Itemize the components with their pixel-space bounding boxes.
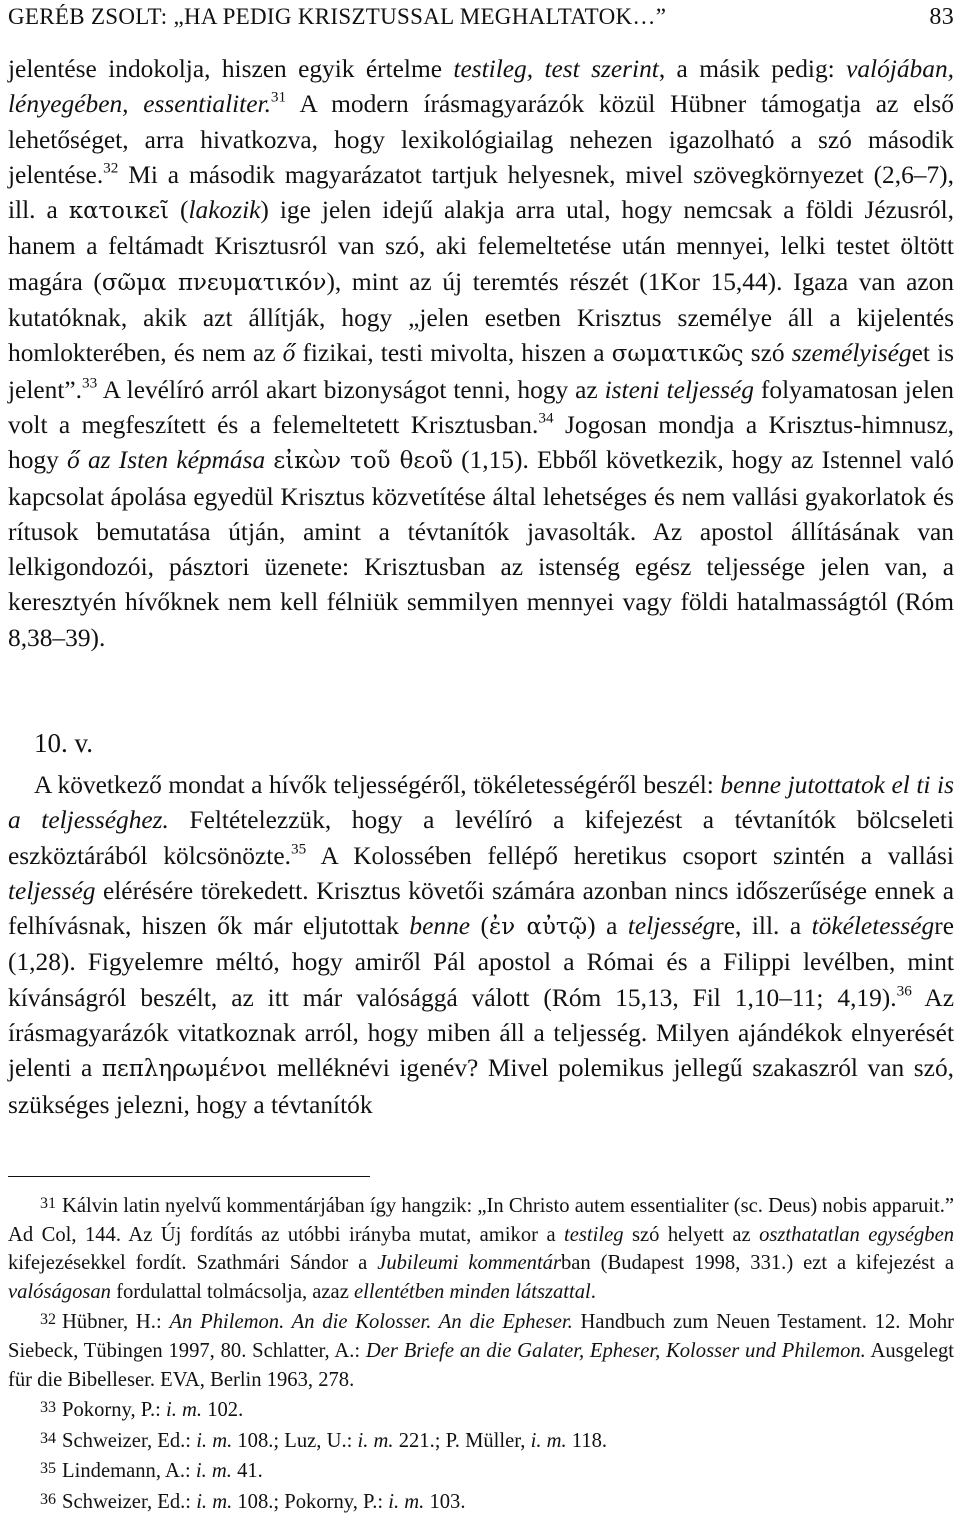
text-run: A következő mondat a hívők teljességéről, tökéletességéről beszél: bbox=[34, 771, 721, 799]
text-run: 118. bbox=[566, 1429, 608, 1452]
text-run: 41. bbox=[231, 1460, 263, 1483]
footnote-number: 34 bbox=[40, 1429, 57, 1447]
text-run: (1,15). Ebből következik, hogy az Istennel való kapcsolat ápolása egyedül Krisztus közvetítése által lehetséges és nem vallási gyakorlatok és rítusok bemutatása útján, amint a tévtanítók javasolták. Az apostol állításának van lelkigondozói, pásztori üzenete: Krisztusban az istenség egész teljessége jelen van, a keresztyén hívőknek nem kell félniük semmilyen mennyei vagy földi hatalmasságtól (Róm 8,38‒39). bbox=[8, 446, 954, 652]
footnote-31 bbox=[8, 1190, 954, 1306]
text-run: A Kolossében fellépő heretikus csoport szintén a vallási bbox=[306, 841, 954, 870]
emphasis: i. m. bbox=[530, 1429, 567, 1452]
text-run: A levélíró arról akart bizonyságot tenni, hogy az bbox=[97, 375, 605, 404]
text-run: Ausgelegt für die Bibelleser. EVA, Berlin 1963, 278. bbox=[8, 1340, 954, 1391]
emphasis: i. m. bbox=[357, 1429, 394, 1452]
footnote-34 bbox=[8, 1425, 954, 1456]
emphasis: ellentétben minden látszattal bbox=[353, 1280, 591, 1303]
footnote-35 bbox=[8, 1455, 954, 1486]
emphasis: i. m. bbox=[196, 1429, 233, 1452]
text-run: ), mint az új teremtés részét (1Kor 15,44). Igaza van azon kutatóknak, akik azt állítják, hogy „jelen esetben Krisztus személye áll a kijelentés homlokterében, és nem az bbox=[8, 267, 954, 368]
text-run: ) a bbox=[587, 912, 628, 941]
footnote-ref-33[interactable]: 33 bbox=[82, 374, 98, 392]
footnotes bbox=[8, 1190, 954, 1517]
footnote-number: 32 bbox=[40, 1311, 57, 1329]
greek-term: σωματικῶς bbox=[611, 341, 744, 368]
text-run: re (1,28). Figyelemre méltó, hogy amiről Pál apostol a Római és a Filippi levélben, mint kívánságról beszélt, az itt már valósággá válott (Róm 15,13, Fil 1,10‒11; 4,19). bbox=[8, 912, 954, 1012]
text-run: 108.; Pokorny, P.: bbox=[232, 1491, 389, 1514]
emphasis: valóságosan bbox=[8, 1280, 111, 1303]
text-run: ) ige jelen idejű alakja arra utal, hogy nemcsak a földi Jézusról, hanem a feltámadt Krisztusról van szó, aki felemeltetése után mennyei, lelki testet öltött magára ( bbox=[8, 196, 954, 296]
greek-term: ἐν αὐτῷ bbox=[488, 914, 588, 941]
text-run: elérésére törekedett. Krisztus követői számára azonban nincs időszerűsége ennek a felhívásnak, hiszen ők már eljutottak bbox=[8, 876, 954, 941]
emphasis: oszthatatlan egységben bbox=[759, 1223, 955, 1246]
page-number: 83 bbox=[929, 4, 954, 30]
text-run: szó bbox=[743, 339, 792, 368]
emphasis: benne jutottatok el ti is a teljességhez. bbox=[8, 771, 954, 835]
emphasis: ő az Isten képmása bbox=[67, 446, 266, 475]
text-run: 103. bbox=[424, 1491, 466, 1514]
emphasis: isteni teljesség bbox=[604, 375, 754, 404]
emphasis: benne bbox=[409, 912, 471, 941]
footnote-ref-31[interactable]: 31 bbox=[270, 88, 287, 106]
footnote-ref-32[interactable]: 32 bbox=[103, 159, 119, 177]
text-run: re, ill. a bbox=[715, 912, 812, 941]
body-text-continuation bbox=[8, 52, 954, 656]
text-run: Az írásmagyarázók vitatkoznak arról, hogy miben áll a teljesség. Milyen ajándékok elnyerését jelenti a bbox=[8, 983, 954, 1083]
text-run: et is jelent”. bbox=[8, 339, 955, 404]
emphasis: Der Briefe an die Galater, Epheser, Kolosser und Philemon. bbox=[365, 1340, 866, 1362]
emphasis: i. m. bbox=[388, 1491, 425, 1514]
paragraph bbox=[8, 52, 954, 656]
text-run: Feltételezzük, hogy a levélíró a kifejezést a tévtanítók bölcseleti eszköztárából kölcsönözte. bbox=[8, 806, 955, 870]
text-run: 221.; P. Müller, bbox=[393, 1429, 531, 1452]
emphasis: ő bbox=[282, 339, 296, 368]
emphasis: i. m. bbox=[196, 1491, 233, 1514]
emphasis: személyiség bbox=[791, 339, 912, 368]
text-run: ( bbox=[470, 912, 489, 941]
greek-term: σῶμα πνευματικόν bbox=[101, 269, 327, 296]
running-head-title: GERÉB ZSOLT: „HA PEDIG KRISZTUSSAL MEGHALTATOK…” bbox=[8, 4, 667, 29]
text-run: 102. bbox=[202, 1399, 244, 1422]
text-run: ( bbox=[169, 196, 189, 225]
emphasis: testileg, test szerint bbox=[453, 55, 659, 83]
text-run: . bbox=[590, 1280, 596, 1303]
text-run: Handbuch zum Neuen Testament. 12. Mohr Siebeck, Tübingen 1997, 80. Schlatter, A.: bbox=[8, 1311, 954, 1362]
text-run: Schweizer, Ed.: bbox=[62, 1491, 197, 1514]
emphasis: testileg bbox=[564, 1223, 624, 1246]
footnote-ref-34[interactable]: 34 bbox=[538, 409, 554, 427]
text-run: Jogosan mondja a Krisztus-himnusz, hogy bbox=[8, 410, 954, 475]
running-head bbox=[8, 4, 954, 34]
emphasis: tökéletesség bbox=[811, 912, 935, 941]
text-run: kifejezésekkel fordít. Szathmári Sándor a bbox=[8, 1252, 378, 1275]
body-text-section bbox=[8, 768, 954, 1123]
text-run: Mi a második magyarázatot tartjuk helyesnek, mivel szövegkörnyezet (2,6‒7), ill. a bbox=[8, 160, 954, 225]
text-run: melléknévi igenév? Mivel polemikus jellegű szakaszról van szó, szükséges jelezni, hogy a tévtanítók bbox=[8, 1054, 954, 1119]
text-run: fizikai, testi mivolta, hiszen a bbox=[295, 339, 612, 368]
emphasis: teljesség bbox=[8, 876, 96, 905]
text-run: szó helyett az bbox=[623, 1223, 760, 1246]
footnote-number: 36 bbox=[40, 1491, 57, 1509]
text-run: 108.; Luz, U.: bbox=[232, 1429, 358, 1452]
text-run: Schweizer, Ed.: bbox=[62, 1429, 197, 1452]
greek-term: πεπληρωμένοι bbox=[101, 1056, 268, 1083]
footnote-33 bbox=[8, 1394, 954, 1425]
footnote-divider bbox=[8, 1176, 370, 1177]
footnote-32 bbox=[8, 1306, 954, 1394]
footnote-ref-35[interactable]: 35 bbox=[290, 839, 307, 857]
emphasis: i. m. bbox=[166, 1399, 203, 1422]
text-run: Lindemann, A.: bbox=[62, 1460, 196, 1483]
greek-term: εἰκὼν τοῦ θεοῦ bbox=[273, 448, 453, 475]
text-run: folyamatosan jelen volt a megfeszített és a felemeltetett Krisztusban. bbox=[8, 375, 954, 439]
emphasis: lakozik bbox=[188, 196, 261, 225]
footnote-ref-36[interactable]: 36 bbox=[896, 982, 912, 1000]
text-run: jelentése indokolja, hiszen egyik értelme bbox=[8, 55, 454, 83]
footnote-number: 35 bbox=[40, 1460, 57, 1478]
footnote-36 bbox=[8, 1486, 954, 1517]
emphasis: Jubileumi kommentár bbox=[377, 1252, 561, 1275]
section-heading: 10. v. bbox=[34, 728, 93, 758]
footnote-number: 33 bbox=[40, 1399, 57, 1417]
text-run: , a másik pedig: bbox=[658, 55, 847, 83]
emphasis: An Philemon. An die Kolosser. An die Epheser. bbox=[169, 1311, 573, 1334]
text-run: fordulattal tolmácsolja, azaz bbox=[110, 1280, 354, 1303]
emphasis: teljesség bbox=[627, 912, 716, 941]
paragraph bbox=[8, 768, 954, 1123]
greek-term: κατοικεῖ bbox=[68, 198, 170, 225]
text-run: Kálvin latin nyelvű kommentárjában így hangzik: „In Christo autem essentialiter (sc. Deus) nobis apparuit.” Ad Col, 144. Az Új fordítás az utóbbi irányba mutat, amikor a bbox=[8, 1195, 954, 1246]
emphasis: valójában, lényegében, essentialiter. bbox=[8, 55, 954, 119]
text-run: ban (Budapest 1998, 331.) ezt a kifejezést a bbox=[560, 1252, 955, 1275]
footnote-number: 31 bbox=[40, 1195, 57, 1212]
emphasis: i. m. bbox=[195, 1460, 232, 1483]
text-run: Hübner, H.: bbox=[62, 1311, 170, 1334]
text-run: A modern írásmagyarázók közül Hübner támogatja az első lehetőséget, arra hivatkozva, hogy lexikológiailag nehezen igazolható a szó második jelentése. bbox=[8, 90, 954, 189]
text-run: Pokorny, P.: bbox=[62, 1399, 166, 1422]
